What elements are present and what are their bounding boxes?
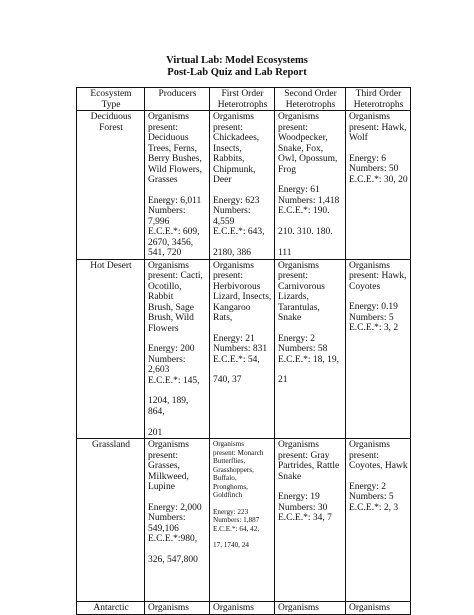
table-cell [275, 439, 346, 602]
energy-data-text: Energy: 21 Numbers: 831 E.C.E.*: 54, [213, 333, 268, 365]
table-cell [145, 259, 210, 439]
table-cell [275, 111, 346, 260]
energy-data-text: Energy: 200 Numbers: 2,603 E.C.E.*: 145, [148, 344, 200, 386]
organisms-text: Organisms present: Grasses, Milkweed, Lupine [148, 440, 189, 492]
ecosystem-type-cell [77, 602, 145, 615]
table-cell [346, 111, 411, 260]
organisms-text: Organisms present: Chickadees, Insects, Rabbits, Chipmunk, Deer [213, 112, 260, 185]
organisms-text: Organisms present: Coyotes, Hawk [349, 440, 408, 471]
ece-continued-text: 2180, 386 [213, 247, 251, 258]
organisms-text: Organisms [278, 603, 319, 613]
table-cell [210, 259, 275, 439]
energy-data-text: Energy: 623 Numbers: 4,559 E.C.E.*: 643, [213, 195, 265, 237]
table-cell [346, 602, 411, 615]
ecosystem-type-label: Grassland [92, 440, 130, 450]
energy-data-text: Energy: 2,000 Numbers: 549,106 E.C.E.*:980, [148, 502, 202, 544]
organisms-text: Organisms present: Gray Partrides, Rattle Snake [278, 440, 340, 482]
table-cell [145, 111, 210, 260]
energy-data-text: Energy: 0.19 Numbers: 5 E.C.E.*: 3, 2 [349, 302, 399, 333]
organisms-text: Organisms [349, 603, 390, 613]
energy-data-text: Energy: 223 Numbers: 1,887 E.C.E.*: 64, 42, [213, 507, 260, 533]
organisms-text: Organisms present: Monarch Butterflies, Grasshoppers, Buffalo, Pronghorns, Goldfinch [213, 440, 264, 499]
organisms-text: Organisms present: Deciduous Trees, Ferns, Berry Bushes, Wild Flowers, Grasses [148, 112, 202, 185]
energy-data-text: Energy: 2 Numbers: 58 E.C.E.*: 18, 19, [278, 333, 339, 365]
ecosystem-type-cell [77, 111, 145, 260]
table-cell [210, 602, 275, 615]
table-cell [275, 259, 346, 439]
ece-continued-text: 326, 547,800 [148, 554, 198, 565]
ecosystem-type-label: Hot Desert [90, 260, 132, 271]
ece-continued-text: 740, 37 [213, 375, 242, 385]
table-cell [145, 602, 210, 615]
organisms-text: Organisms [213, 603, 254, 613]
column-header: Second Order Heterotrophs [275, 88, 346, 111]
organisms-text: Organisms present: Hawk, Coyotes [349, 260, 407, 292]
ece-continued-text: 1204, 189, 864, 201 [148, 396, 189, 438]
table-cell [210, 111, 275, 260]
organisms-text: Organisms present: Herbivorous Lizard, Insects, Kangaroo Rats, [213, 260, 272, 323]
column-header: Producers [145, 88, 210, 111]
ece-continued-text: 210. 310. 180. 111 [278, 226, 333, 258]
ecosystem-type-label: Deciduous Forest [90, 112, 132, 133]
document-subtitle: Post-Lab Quiz and Lab Report [167, 67, 307, 78]
table-cell [145, 439, 210, 602]
table-header-row [77, 88, 411, 111]
organisms-text: Organisms present: Hawk, Wolf [349, 112, 407, 143]
ecosystem-table [76, 87, 411, 615]
table-row [77, 602, 411, 615]
ece-continued-text: 17, 1740, 24 [213, 541, 249, 549]
table-row [77, 259, 411, 439]
organisms-text: Organisms present: Carnivorous Lizards, Tarantulas, Snake [278, 260, 325, 323]
ecosystem-type-cell [77, 439, 145, 602]
energy-data-text: Energy: 6,011 Numbers: 7,996 E.C.E.*: 609, 2670, 3456, 541, 720 [148, 195, 202, 258]
column-header: Third Order Heterotrophs [346, 88, 411, 111]
table-cell [346, 259, 411, 439]
table-cell [210, 439, 275, 602]
energy-data-text: Energy: 19 Numbers: 30 E.C.E.*: 34, 7 [278, 492, 332, 523]
document-title: Virtual Lab: Model Ecosystems [166, 55, 308, 66]
table-row [77, 111, 411, 260]
organisms-text: Organisms present: Cacti, Ocotillo, Rabbit Brush, Sage Brush, Wild Flowers [148, 260, 203, 334]
ecosystem-type-label: Antarctic [93, 603, 129, 613]
organisms-text: Organisms present: Woodpecker, Snake, Fox, Owl, Opossum, Frog [278, 112, 338, 175]
ecosystem-type-cell [77, 259, 145, 439]
table-cell [346, 439, 411, 602]
table-cell [275, 602, 346, 615]
energy-data-text: Energy: 6 Numbers: 50 E.C.E.*: 30, 20 [349, 153, 408, 185]
energy-data-text: Energy: 61 Numbers: 1,418 E.C.E.*: 190. [278, 185, 340, 216]
table-row [77, 439, 411, 602]
energy-data-text: Energy: 2 Numbers: 5 E.C.E.*: 2, 3 [349, 481, 399, 513]
column-header: First Order Heterotrophs [210, 88, 275, 111]
column-header: Ecosystem Type [77, 88, 145, 111]
organisms-text: Organisms [148, 603, 189, 613]
ece-continued-text: 21 [278, 375, 288, 385]
